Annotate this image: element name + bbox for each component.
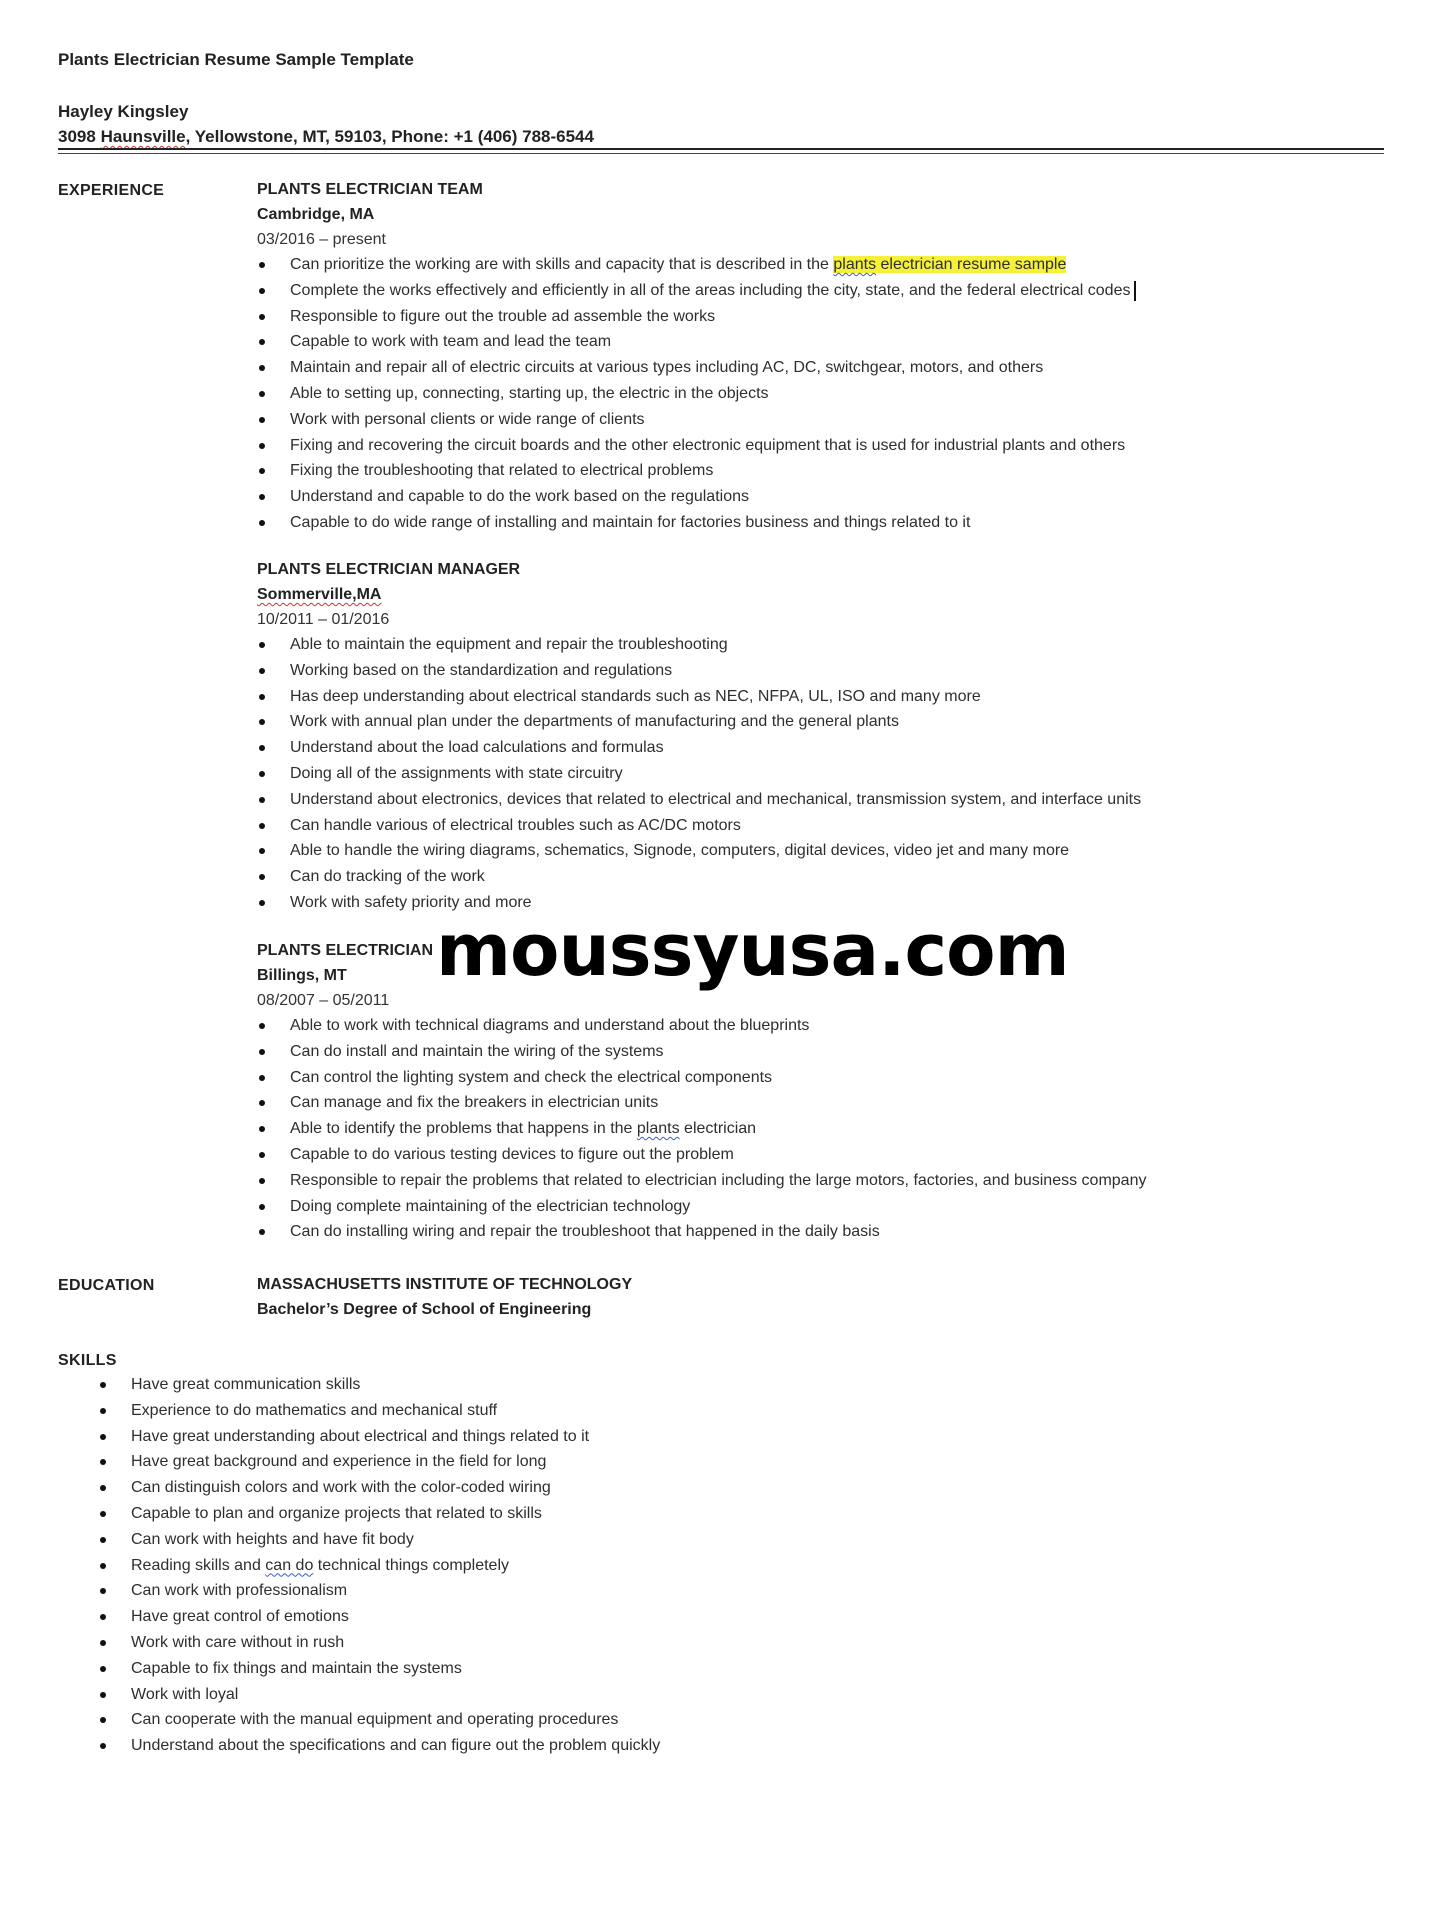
bullet-icon — [259, 314, 265, 320]
list-item — [98, 1733, 660, 1759]
list-item — [257, 1142, 1387, 1168]
job-dates: 08/2007 – 05/2011 — [257, 992, 390, 1009]
bullet-icon — [100, 1485, 106, 1491]
list-item — [257, 1194, 1387, 1220]
skills-bullet-list — [98, 1372, 660, 1759]
bullet-text: Has deep understanding about electrical standards such as NEC, NFPA, UL, ISO and many more — [290, 687, 981, 705]
skill-text: Can work with heights and have fit body — [131, 1530, 414, 1548]
bullet-icon — [100, 1382, 106, 1388]
job-dates: 10/2011 – 01/2016 — [257, 611, 390, 628]
bullet-text: Complete the works effectively and efficiently in all of the areas including the city, state, and the federal electrical codes — [290, 281, 1131, 299]
bullet-text: Can do installing wiring and repair the troubleshoot that happened in the daily basis — [290, 1223, 880, 1241]
bullet-icon — [259, 365, 265, 371]
list-item — [257, 278, 1387, 304]
location-misspelled: Sommerville,MA — [257, 586, 382, 603]
bullet-text: Fixing the troubleshooting that related to electrical problems — [290, 462, 714, 480]
list-item — [257, 813, 1387, 839]
list-item — [98, 1398, 660, 1424]
list-item — [257, 735, 1387, 761]
skill-squiggle-word: can do — [265, 1556, 314, 1574]
education-entry — [257, 1272, 632, 1322]
skill-text: Understand about the specifications and can figure out the problem quickly — [131, 1737, 661, 1755]
list-item — [257, 632, 1387, 658]
skill-text: Capable to plan and organize projects that related to skills — [131, 1504, 542, 1522]
bullet-icon — [100, 1666, 106, 1672]
bullet-icon — [259, 745, 265, 751]
text-cursor-icon — [1134, 281, 1136, 301]
bullet-squiggle-word: plants — [636, 1120, 680, 1138]
list-item — [98, 1578, 660, 1604]
list-item — [98, 1682, 660, 1708]
bullet-icon — [259, 668, 265, 674]
document-title: Plants Electrician Resume Sample Template — [58, 50, 414, 69]
bullet-icon — [259, 1049, 265, 1055]
bullet-text: Able to maintain the equipment and repair the troubleshooting — [290, 636, 728, 653]
bullet-text-suffix: electrician — [679, 1120, 757, 1138]
bullet-icon — [100, 1434, 106, 1440]
bullet-icon — [100, 1717, 106, 1723]
bullet-icon — [259, 694, 265, 700]
list-item — [98, 1372, 660, 1398]
bullet-text: Can control the lighting system and check the electrical components — [290, 1068, 773, 1086]
list-item — [98, 1707, 660, 1733]
bullet-icon — [100, 1408, 106, 1414]
school-name: MASSACHUSETTS INSTITUTE OF TECHNOLOGY — [257, 1276, 633, 1293]
bullet-text: Able to handle the wiring diagrams, schematics, Signode, computers, digital devices, video jet and many more — [290, 842, 1070, 860]
skill-text: Have great background and experience in the field for long — [131, 1453, 547, 1471]
job-location — [257, 582, 1387, 607]
bullet-icon — [259, 797, 265, 803]
education-heading: EDUCATION — [58, 1277, 155, 1294]
bullet-text: Responsible to figure out the trouble ad assemble the works — [290, 307, 716, 325]
list-item — [257, 709, 1387, 735]
bullet-icon — [259, 771, 265, 777]
skill-text: Work with loyal — [131, 1685, 239, 1703]
bullet-text: Can handle various of electrical troubles such as AC/DC motors — [290, 816, 741, 834]
job-entry-2 — [257, 557, 1387, 916]
job-dates: 03/2016 – present — [257, 231, 386, 248]
bullet-text: Can prioritize the working are with skills and capacity that is described in the — [290, 256, 834, 273]
degree-name: Bachelor’s Degree of School of Engineering — [257, 1301, 592, 1318]
bullet-text: Responsible to repair the problems that related to electrician including the large motors, factories, and business company — [290, 1171, 1147, 1189]
job-bullet-list — [257, 252, 1387, 536]
bullet-text: Able to work with technical diagrams and understand about the blueprints — [290, 1017, 810, 1034]
list-item — [257, 1168, 1387, 1194]
list-item — [257, 1219, 1387, 1245]
bullet-icon — [259, 848, 265, 854]
list-item — [257, 1013, 1387, 1039]
skill-text-suffix: technical things completely — [313, 1556, 509, 1574]
skill-text: Can distinguish colors and work with the color-coded wiring — [131, 1479, 551, 1497]
list-item — [98, 1604, 660, 1630]
skill-text: Experience to do mathematics and mechanical stuff — [131, 1401, 498, 1419]
bullet-text: Working based on the standardization and regulations — [290, 661, 673, 679]
highlight-rest: electrician resume sample — [876, 256, 1067, 273]
bullet-icon — [259, 874, 265, 880]
list-item — [257, 458, 1387, 484]
experience-heading: EXPERIENCE — [58, 182, 165, 199]
bullet-icon — [259, 468, 265, 474]
bullet-icon — [259, 1075, 265, 1081]
list-item — [257, 1116, 1387, 1142]
job-title: PLANTS ELECTRICIAN TEAM — [257, 181, 483, 198]
list-item — [257, 1090, 1387, 1116]
bullet-text: Maintain and repair all of electric circuits at various types including AC, DC, switchgear, motors, and others — [290, 359, 1044, 377]
list-item — [257, 658, 1387, 684]
bullet-icon — [100, 1640, 106, 1646]
bullet-text: Able to identify the problems that happens in the — [290, 1120, 637, 1138]
candidate-name: Hayley Kingsley — [58, 102, 189, 121]
bullet-text: Can do tracking of the work — [290, 868, 485, 886]
bullet-icon — [100, 1537, 106, 1543]
list-item — [257, 355, 1387, 381]
list-item — [257, 1065, 1387, 1091]
bullet-text: Can do install and maintain the wiring of the systems — [290, 1042, 664, 1060]
contact-rest: , Yellowstone, MT, 59103, Phone: +1 (406) 788-6544 — [185, 127, 594, 146]
bullet-icon — [259, 900, 265, 906]
bullet-icon — [259, 1100, 265, 1106]
list-item — [98, 1527, 660, 1553]
bullet-text: Doing all of the assignments with state circuitry — [290, 764, 623, 782]
bullet-text: Understand and capable to do the work based on the regulations — [290, 488, 749, 506]
bullet-icon — [259, 443, 265, 449]
bullet-icon — [259, 520, 265, 526]
skill-text: Can cooperate with the manual equipment and operating procedures — [131, 1711, 619, 1729]
list-item — [98, 1449, 660, 1475]
list-item — [257, 761, 1387, 787]
skill-text: Have great communication skills — [131, 1376, 361, 1393]
list-item — [257, 484, 1387, 510]
skill-text: Reading skills and — [131, 1556, 266, 1574]
bullet-icon — [259, 494, 265, 500]
contact-street-misspelled: Haunsville — [100, 127, 186, 146]
bullet-text: Work with annual plan under the departments of manufacturing and the general plants — [290, 713, 899, 731]
bullet-icon — [259, 1023, 265, 1029]
bullet-text: Able to setting up, connecting, starting up, the electric in the objects — [290, 384, 769, 402]
bullet-text: Capable to work with team and lead the team — [290, 333, 612, 351]
bullet-text: Capable to do wide range of installing and maintain for factories business and things related to it — [290, 513, 971, 531]
list-item — [257, 684, 1387, 710]
bullet-icon — [100, 1563, 106, 1569]
bullet-icon — [259, 1229, 265, 1235]
list-item — [257, 787, 1387, 813]
bullet-icon — [259, 417, 265, 423]
highlight-squiggle-word: plants — [833, 256, 877, 273]
skill-text: Have great control of emotions — [131, 1608, 349, 1626]
list-item — [98, 1630, 660, 1656]
job-location: Cambridge, MA — [257, 206, 375, 223]
bullet-icon — [100, 1692, 106, 1698]
contact-line — [58, 127, 594, 147]
bullet-text: Work with safety priority and more — [290, 893, 532, 911]
bullet-icon — [259, 1152, 265, 1158]
skill-text: Capable to fix things and maintain the systems — [131, 1659, 462, 1677]
list-item — [257, 864, 1387, 890]
bullet-icon — [100, 1588, 106, 1594]
bullet-icon — [100, 1743, 106, 1749]
bullet-icon — [259, 719, 265, 725]
contact-number: 3098 — [58, 127, 96, 146]
bullet-icon — [259, 339, 265, 345]
list-item — [257, 838, 1387, 864]
list-item — [257, 252, 1387, 278]
bullet-text: Doing complete maintaining of the electrician technology — [290, 1197, 691, 1215]
job-bullet-list — [257, 632, 1387, 916]
bullet-icon — [259, 1126, 265, 1132]
bullet-icon — [259, 288, 265, 294]
list-item — [257, 304, 1387, 330]
highlighted-text — [833, 256, 1066, 273]
list-item — [98, 1424, 660, 1450]
skills-heading: SKILLS — [58, 1352, 117, 1369]
bullet-icon — [259, 1178, 265, 1184]
bullet-icon — [259, 823, 265, 829]
list-item — [257, 381, 1387, 407]
job-title: PLANTS ELECTRICIAN MANAGER — [257, 561, 521, 578]
bullet-icon — [259, 642, 265, 648]
bullet-icon — [259, 1204, 265, 1210]
list-item — [257, 329, 1387, 355]
bullet-icon — [259, 391, 265, 397]
list-item — [257, 510, 1387, 536]
watermark-text: moussyusa.com — [436, 908, 1069, 992]
list-item — [257, 407, 1387, 433]
bullet-icon — [259, 262, 265, 268]
list-item — [98, 1553, 660, 1579]
list-item — [257, 433, 1387, 459]
bullet-icon — [100, 1614, 106, 1620]
bullet-text: Understand about the load calculations and formulas — [290, 739, 664, 757]
list-item — [98, 1475, 660, 1501]
job-entry-1 — [257, 177, 1387, 536]
bullet-text: Capable to do various testing devices to figure out the problem — [290, 1145, 734, 1163]
skill-text: Can work with professionalism — [131, 1582, 348, 1600]
header-rule-thin — [58, 153, 1384, 154]
bullet-text: Fixing and recovering the circuit boards and the other electronic equipment that is used for industrial plants and others — [290, 436, 1126, 454]
job-location: Billings, MT — [257, 967, 347, 984]
skills-list-container — [98, 1372, 660, 1759]
bullet-text: Understand about electronics, devices that related to electrical and mechanical, transmission system, and interface units — [290, 790, 1142, 808]
bullet-icon — [100, 1459, 106, 1465]
list-item — [98, 1656, 660, 1682]
header-rule-thick — [58, 148, 1384, 150]
skill-text: Have great understanding about electrical and things related to it — [131, 1427, 590, 1445]
bullet-text: Can manage and fix the breakers in electrician units — [290, 1094, 659, 1112]
skill-text: Work with care without in rush — [131, 1633, 345, 1651]
bullet-text: Work with personal clients or wide range of clients — [290, 410, 645, 428]
bullet-icon — [100, 1511, 106, 1517]
job-bullet-list — [257, 1013, 1387, 1245]
list-item — [98, 1501, 660, 1527]
job-title: PLANTS ELECTRICIAN — [257, 942, 433, 959]
list-item — [257, 1039, 1387, 1065]
